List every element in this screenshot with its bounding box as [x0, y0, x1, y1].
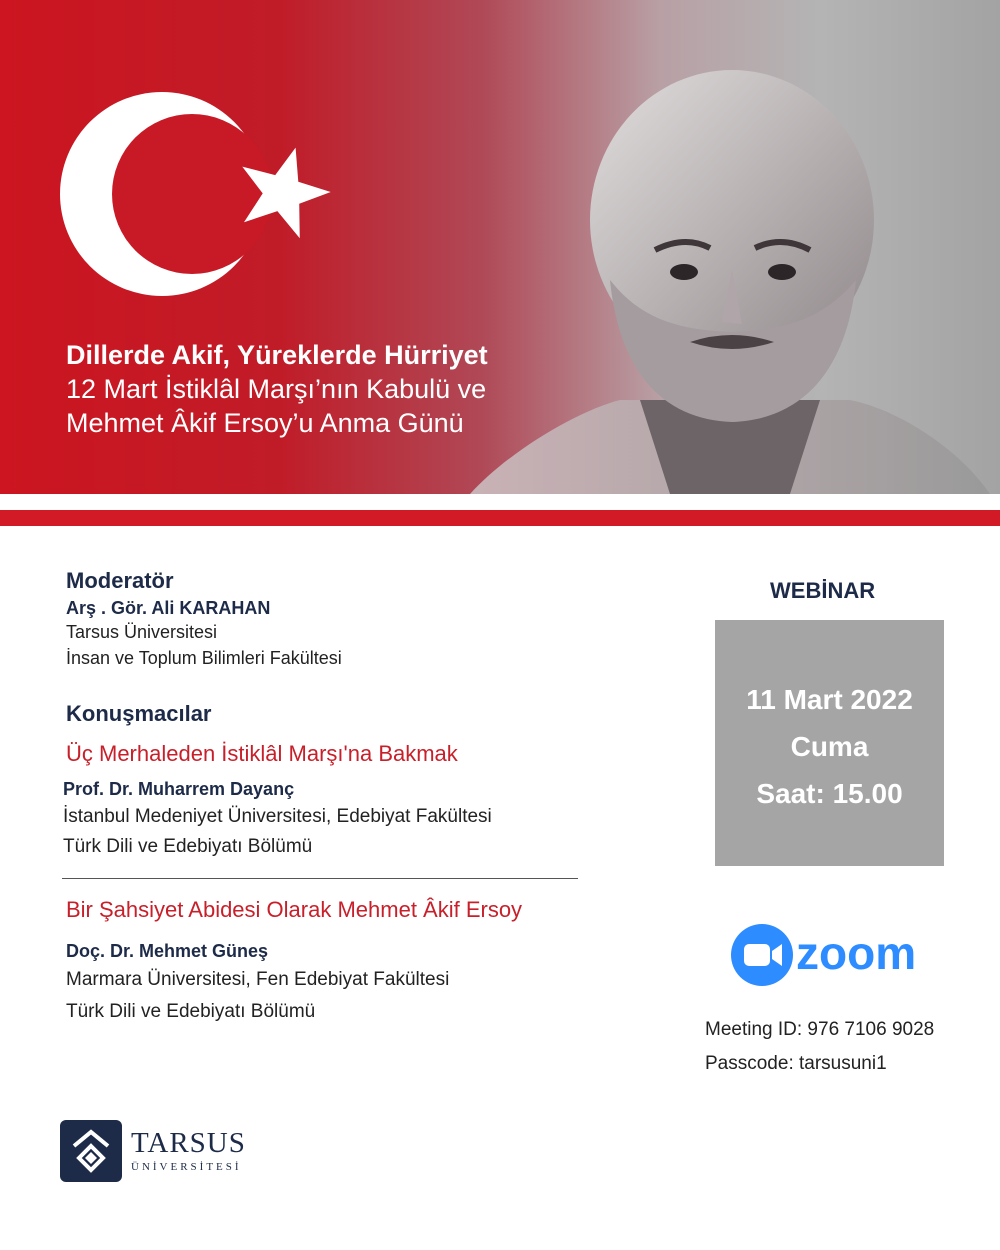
event-time: Saat: 15.00: [756, 778, 903, 809]
speakers-title: Konuşmacılar: [66, 701, 212, 726]
university-subtitle: ÜNİVERSİTESİ: [131, 1161, 242, 1173]
event-date-box: [715, 620, 944, 866]
moderator-affil-2: İnsan ve Toplum Bilimleri Fakültesi: [66, 648, 342, 668]
meeting-id[interactable]: Meeting ID: 976 7106 9028: [705, 1019, 935, 1040]
zoom-logo: [730, 920, 930, 995]
event-headline: Dillerde Akif, Yüreklerde Hürriyet: [66, 340, 488, 370]
meeting-passcode[interactable]: Passcode: tarsusuni1: [705, 1053, 887, 1074]
red-stripe: [0, 510, 1000, 526]
moderator-name: Arş . Gör. Ali KARAHAN: [66, 598, 271, 618]
talk-title-1: Üç Merhaleden İstiklâl Marşı'na Bakmak: [66, 741, 458, 766]
speaker-affil-2a: Marmara Üniversitesi, Fen Edebiyat Fakültesi: [66, 969, 450, 990]
speaker-name-1: Prof. Dr. Muharrem Dayanç: [63, 779, 295, 799]
event-date: 11 Mart 2022: [746, 684, 913, 715]
speaker-affil-2b: Türk Dili ve Edebiyatı Bölümü: [66, 1001, 316, 1022]
zoom-wordmark: zoom: [796, 927, 917, 979]
portrait-image: [470, 60, 990, 494]
talk-title-2: Bir Şahsiyet Abidesi Olarak Mehmet Âkif Ersoy: [66, 897, 523, 922]
meeting-info: [705, 1013, 934, 1081]
crescent-star-icon: [60, 88, 360, 308]
zoom-camera-icon: [730, 920, 930, 990]
event-subline-2: Mehmet Âkif Ersoy’u Anma Günü: [66, 408, 464, 438]
event-day: Cuma: [790, 731, 869, 762]
event-subline-1: 12 Mart İstiklâl Marşı’nın Kabulü ve: [66, 374, 487, 404]
banner-text: [66, 338, 488, 440]
university-name: TARSUS: [131, 1127, 246, 1159]
moderator-affil-1: Tarsus Üniversitesi: [66, 622, 218, 642]
program-section: [63, 568, 586, 1028]
speaker-affil-1b: Türk Dili ve Edebiyatı Bölümü: [63, 836, 313, 857]
moderator-title: Moderatör: [66, 568, 174, 593]
speaker-affil-1a: İstanbul Medeniyet Üniversitesi, Edebiyat Fakültesi: [63, 806, 492, 827]
university-logo-icon: [60, 1120, 122, 1182]
speaker-name-2: Doç. Dr. Mehmet Güneş: [66, 941, 269, 961]
speaker-divider: [62, 878, 578, 879]
webinar-label: WEBİNAR: [770, 578, 876, 603]
hero-banner: [0, 0, 1000, 494]
